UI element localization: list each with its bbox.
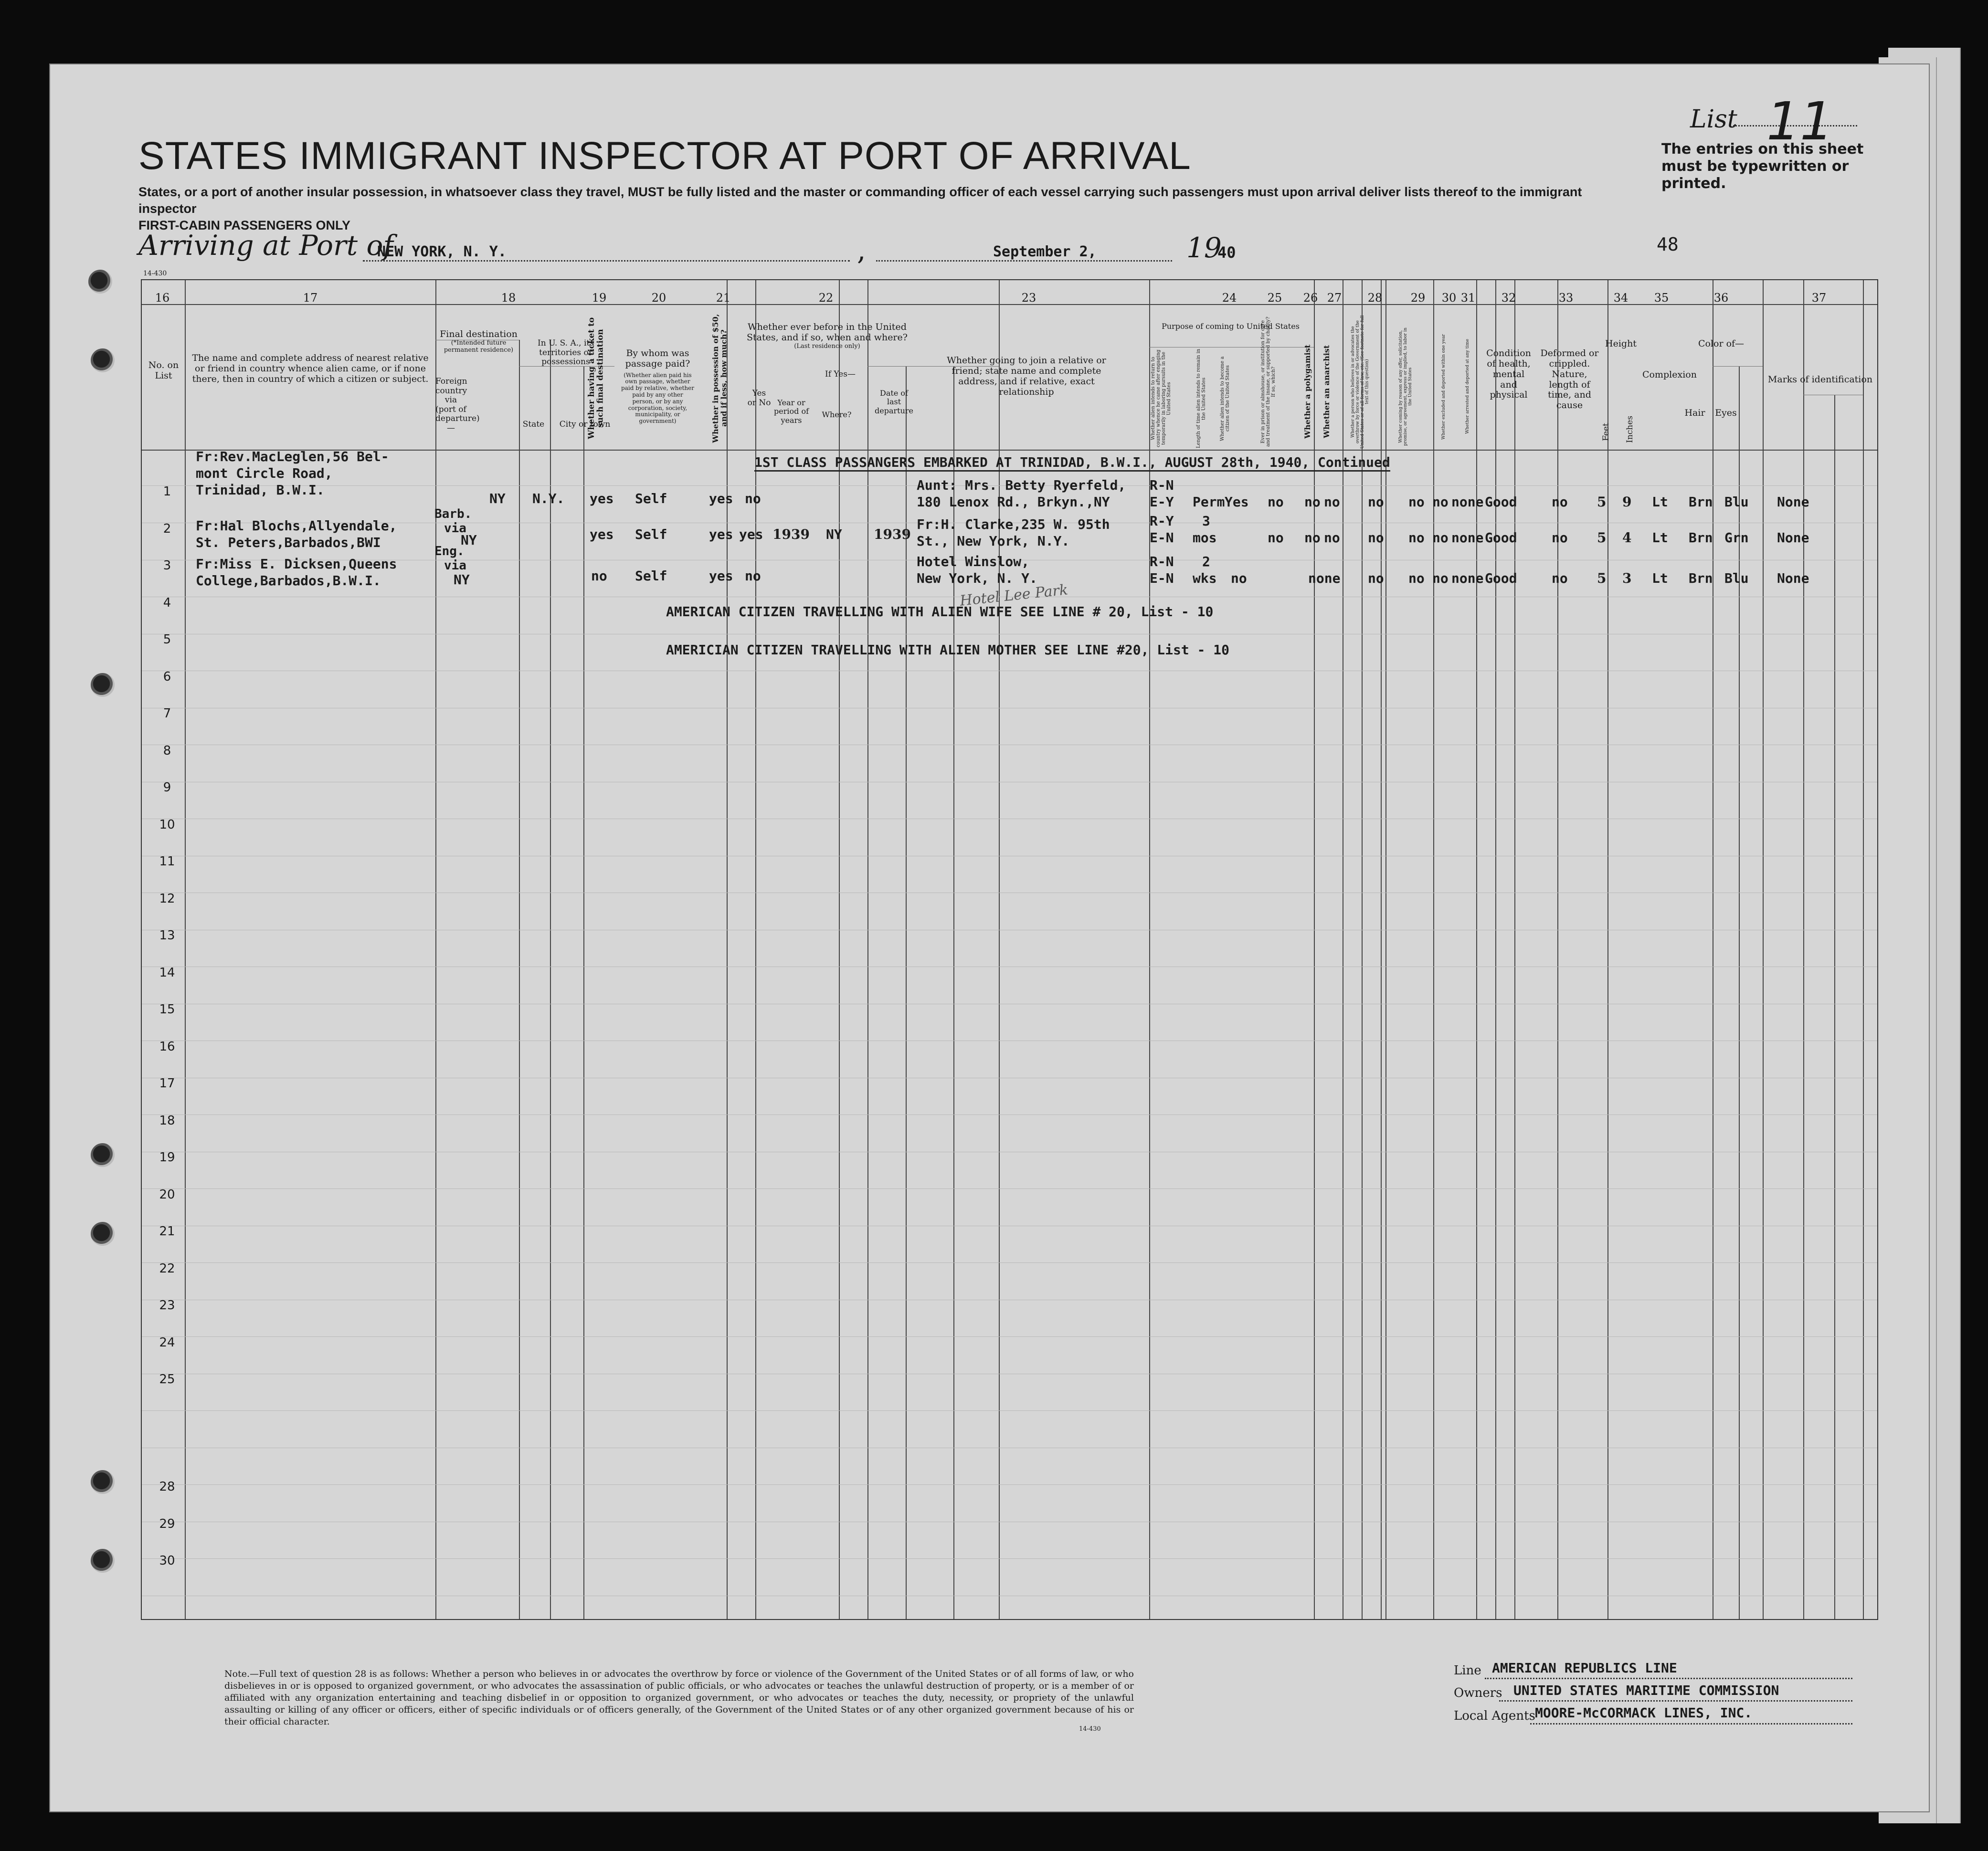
footer-agents-label: Local Agents: [1454, 1709, 1535, 1723]
record-3-foreign-1: Eng.: [434, 544, 465, 558]
col-number-35: 35: [1654, 291, 1669, 305]
col-number-28: 28: [1367, 291, 1383, 305]
col-divider: [435, 280, 436, 1619]
col-divider: [867, 280, 868, 1619]
page-title: STATES IMMIGRANT INSPECTOR AT PORT OF ARRIVAL: [138, 134, 1191, 178]
record-2-relative-line-2: St. Peters,Barbados,BWI: [196, 535, 381, 550]
col-divider: [727, 280, 728, 1619]
record-3-stay-unit: wks: [1193, 570, 1217, 586]
header-polygamist: Whether a polygamist: [1303, 344, 1312, 439]
col-divider: [1495, 280, 1496, 1619]
col-divider: [550, 340, 551, 1619]
col-number-19: 19: [592, 291, 607, 305]
record-1-stay: Perm: [1193, 494, 1225, 510]
col-number-18: 18: [501, 291, 516, 305]
binder-hole-icon: [91, 1470, 115, 1494]
record-2-join-line-1: Fr:H. Clarke,235 W. 95th: [917, 516, 1110, 532]
binder-hole-icon: [91, 1549, 115, 1573]
record-1-inches: 9: [1622, 494, 1632, 510]
header-prison: Ever in prison or almshouse, or institution for care and treatment of the insane, or supported by charity? If so, which?: [1260, 316, 1276, 447]
header-deformed: Deformed or crippled. Nature, length of time, and cause: [1540, 348, 1599, 411]
record-3-foreign-2: via: [444, 558, 466, 573]
header-city: City or town: [559, 420, 611, 429]
col-number-24: 24: [1222, 291, 1237, 305]
col-number-37: 37: [1811, 291, 1827, 305]
header-date-departure: Date of last departure: [875, 389, 913, 415]
col-divider: [1763, 280, 1764, 1619]
record-3-purpose-e: E-N: [1150, 570, 1174, 586]
row-number: 3: [163, 558, 171, 573]
record-3-q28: no: [1368, 570, 1384, 586]
record-1-join-line-2: 180 Lenox Rd., Brkyn.,NY: [917, 494, 1110, 510]
record-2-eyes: Grn: [1724, 530, 1749, 546]
record-2-prison: no: [1268, 530, 1284, 546]
row-number: 24: [159, 1336, 175, 1350]
record-2-health: Good: [1485, 530, 1517, 546]
cross-reference-2: AMERICIAN CITIZEN TRAVELLING WITH ALIEN MOTHER SEE LINE #20, List - 10: [666, 642, 1230, 658]
section-heading: 1ST CLASS PASSANGERS EMBARKED AT TRINIDAD, B.W.I., AUGUST 28th, 1940, Continued: [754, 454, 1390, 472]
header-final-destination-note: (*Intended future permanent residence): [444, 339, 514, 354]
header-yes-no: Yes or No: [747, 389, 771, 408]
row-number: 22: [159, 1262, 175, 1276]
row-number: 9: [163, 780, 171, 795]
record-1-state: NY: [489, 491, 506, 506]
record-1-relative-line-2: mont Circle Road,: [196, 465, 333, 481]
header-if-yes: If Yes—: [825, 369, 856, 379]
record-1-join-line-1: Aunt: Mrs. Betty Ryerfeld,: [917, 477, 1126, 493]
record-3-purpose-r: R-N: [1150, 554, 1174, 569]
record-1-health: Good: [1485, 494, 1517, 510]
header-anarchist: Whether an anarchist: [1322, 345, 1331, 438]
header-foreign-country: Foreign country via (port of departure)—: [435, 377, 480, 433]
col-number-32: 32: [1501, 291, 1516, 305]
record-3-complexion: Lt: [1652, 570, 1668, 586]
header-purpose-citizen: Whether alien intends to become a citizen of the United States: [1220, 356, 1230, 441]
header-inches: Inches: [1625, 416, 1635, 443]
col-number-16: 16: [155, 291, 170, 305]
record-1-citizen: Yes: [1225, 494, 1249, 510]
subtitle-line-2: FIRST-CABIN PASSENGERS ONLY: [138, 218, 351, 233]
form-code-bottom: 14-430: [1079, 1725, 1101, 1733]
record-1-money: yes: [709, 491, 733, 506]
date-value: September 2,: [993, 243, 1097, 260]
entries-note: The entries on this sheet must be typewritten or printed.: [1661, 141, 1864, 192]
header-marks: Marks of identification: [1767, 374, 1873, 385]
record-1-eyes: Blu: [1724, 494, 1749, 510]
header-passage-paid-note: (Whether alien paid his own passage, whether paid by relative, whether paid by any other person, or by any corporation, society, municipality, or government): [621, 371, 694, 425]
header-arrested: Whether arrested and deported at any time: [1465, 339, 1470, 434]
record-3-health: Good: [1485, 570, 1517, 586]
row-number: 13: [159, 928, 175, 943]
row-number: 29: [159, 1517, 175, 1531]
record-1-prison: no: [1268, 494, 1284, 510]
binder-hole-icon: [91, 673, 115, 697]
port-dotted-line: [363, 260, 850, 262]
record-1-q31: none: [1451, 494, 1484, 510]
row-number: 1: [163, 484, 171, 499]
col-divider: [185, 280, 186, 1619]
header-question-28: Whether a person who believes in or advocates the overthrow by force or violence of the Government of the United States or of all forms of law, etc. (See footnote for full text of this question): [1351, 315, 1370, 449]
col-divider: [1362, 280, 1363, 1619]
record-2-polygamist: no: [1304, 530, 1321, 546]
header-no-on-list: No. on List: [148, 360, 179, 381]
col-divider: [1607, 280, 1608, 1619]
record-1-marks: None: [1777, 494, 1809, 510]
col-divider: [1385, 280, 1386, 1619]
record-3-relative-line-2: College,Barbados,B.W.I.: [196, 573, 381, 589]
record-2-q31: none: [1451, 530, 1484, 546]
record-1-city: N.Y.: [532, 491, 565, 506]
header-purpose-length: Length of time alien intends to remain in the United States: [1196, 348, 1206, 449]
arriving-label: Arriving at Port of: [138, 229, 393, 262]
row-number: 25: [159, 1372, 175, 1387]
row-number: 20: [159, 1188, 175, 1202]
header-final-destination: [437, 329, 520, 354]
header-usa: In U. S. A., its territories or possessions: [538, 338, 594, 367]
record-3-ticket: no: [591, 568, 607, 584]
record-1-relative-line-1: Fr:Rev.MacLeglen,56 Bel-: [196, 449, 389, 464]
record-3-prison: no: [1231, 570, 1247, 586]
col-number-29: 29: [1410, 291, 1426, 305]
row-rule: [142, 1336, 1877, 1337]
header-passage-paid-title: By whom was passage paid?: [625, 348, 690, 369]
header-excluded: Whether excluded and deported within one year: [1441, 334, 1446, 440]
record-2-money: yes: [709, 526, 733, 542]
record-2-relative-line-1: Fr:Hal Blochs,Allyendale,: [196, 518, 397, 534]
header-purpose: Purpose of coming to United States: [1162, 322, 1300, 331]
record-1-purpose-e: E-Y: [1150, 494, 1174, 510]
header-feet: Feet: [1601, 423, 1611, 441]
record-3-deformed: no: [1552, 570, 1568, 586]
record-1-ticket: yes: [590, 491, 614, 506]
col-divider: [839, 280, 840, 1619]
record-3-stay-num: 2: [1202, 554, 1210, 569]
col-divider: [1739, 366, 1740, 1619]
header-ever-before-title: Whether ever before in the United States, and if so, when and where?: [747, 322, 908, 343]
header-money: Whether in possession of $50, and if less, how much?: [711, 314, 729, 443]
header-ticket: Whether having a ticket to such final destination: [587, 317, 605, 440]
separator-comma: ,: [857, 234, 866, 266]
record-3-relative-line-1: Fr:Miss E. Dicksen,Queens: [196, 556, 397, 572]
col-number-31: 31: [1460, 291, 1476, 305]
row-number: 7: [163, 706, 171, 721]
row-number: 14: [159, 966, 175, 980]
binder-hole-icon: [91, 1222, 115, 1246]
col-divider: [1476, 280, 1477, 1619]
col-divider: [1803, 280, 1804, 1619]
record-2-where: NY: [826, 526, 842, 542]
record-3-state: NY: [454, 572, 470, 588]
footer-line-dots: [1485, 1678, 1852, 1679]
record-2-stay-num: 3: [1202, 513, 1210, 529]
record-1-anarchist: no: [1324, 494, 1340, 510]
header-ever-before: [745, 322, 909, 350]
record-1-q28: no: [1368, 494, 1384, 510]
row-number: 15: [159, 1002, 175, 1017]
record-2-foreign-1: Barb.: [434, 507, 472, 521]
subheader-rule: [1713, 366, 1763, 367]
record-2-date: 1939: [874, 526, 911, 542]
record-1-q30: no: [1432, 494, 1449, 510]
row-number: 8: [163, 744, 171, 758]
header-health: Condition of health, mental and physical: [1486, 348, 1531, 400]
port-value: NEW YORK, N. Y.: [377, 243, 507, 260]
col-number-34: 34: [1613, 291, 1628, 305]
row-number: 2: [163, 522, 171, 536]
record-2-purpose-e: E-N: [1150, 530, 1174, 546]
col-divider: [1834, 395, 1835, 1619]
row-rule: [142, 1188, 1877, 1189]
header-eyes: Eyes: [1715, 408, 1737, 418]
col-number-21: 21: [716, 291, 731, 305]
header-passage-paid: [621, 348, 695, 425]
header-final-destination-title: Final destination: [440, 329, 518, 339]
header-nearest-relative: The name and complete address of nearest relative or friend in country whence alien came, or if none there, then in country of which a citizen or subject.: [192, 353, 429, 384]
record-3-money: yes: [709, 568, 733, 584]
record-1-relative-line-3: Trinidad, B.W.I.: [196, 482, 325, 498]
col-divider: [583, 366, 584, 1619]
row-number: 12: [159, 892, 175, 906]
record-2-complexion: Lt: [1652, 530, 1668, 546]
year-suffix: 40: [1217, 243, 1236, 262]
col-divider: [1557, 280, 1558, 1619]
row-number: 16: [159, 1040, 175, 1054]
binder-hole-icon: [91, 1143, 115, 1167]
header-height: Height: [1605, 338, 1637, 349]
footer-owners-dots: [1499, 1700, 1852, 1702]
col-number-25: 25: [1267, 291, 1282, 305]
record-2-before: yes: [739, 526, 763, 542]
record-3-anarchist: none: [1308, 570, 1341, 586]
footer-line-label: Line: [1454, 1663, 1481, 1678]
footer-owners-label: Owners: [1454, 1686, 1502, 1700]
page-subtitle: [138, 184, 1618, 234]
col-divider: [1433, 280, 1434, 1619]
col-number-27: 27: [1327, 291, 1342, 305]
row-rule: [142, 1558, 1877, 1559]
row-number: 11: [159, 854, 175, 869]
record-2-state: NY: [461, 532, 477, 548]
record-2-anarchist: no: [1324, 530, 1340, 546]
row-number: 21: [159, 1224, 175, 1239]
col-divider: [1863, 280, 1864, 1619]
header-rule-bottom: [142, 450, 1877, 451]
row-number: 6: [163, 670, 171, 684]
record-3-join-line-1: Hotel Winslow,: [917, 554, 1030, 569]
record-2-purpose-r: R-Y: [1150, 513, 1174, 529]
footer-owners-value: UNITED STATES MARITIME COMMISSION: [1513, 1683, 1779, 1698]
record-1-feet: 5: [1597, 494, 1607, 510]
subtitle-line-1: States, or a port of another insular possession, in whatsoever class they travel, MUST be fully listed and the master or commanding officer of each vessel carrying such passengers must upon arrival deliver lists thereof to the immigrant inspector: [138, 185, 1582, 216]
row-number: 19: [159, 1150, 175, 1165]
list-number: 11: [1766, 91, 1833, 152]
col-number-20: 20: [651, 291, 666, 305]
record-3-q30: no: [1432, 570, 1449, 586]
col-number-23: 23: [1021, 291, 1036, 305]
record-2-feet: 5: [1597, 530, 1607, 546]
header-color-of: Color of—: [1698, 338, 1745, 349]
record-1-q29: no: [1408, 494, 1425, 510]
row-number: 4: [163, 596, 171, 610]
header-offer-labor: Whether coming by reason of any offer, solicitation, promise, or agreement, express or implied, to labor in the United States: [1398, 327, 1413, 446]
footer-agents-value: MOORE-McCORMACK LINES, INC.: [1535, 1705, 1753, 1721]
record-2-hair: Brn: [1689, 530, 1713, 546]
binder-hole-icon: [91, 348, 115, 372]
row-rule: [142, 1484, 1877, 1485]
record-3-paid: Self: [635, 568, 667, 584]
header-year-period: Year or period of years: [774, 398, 809, 425]
record-3-feet: 5: [1597, 570, 1607, 586]
list-label: List: [1690, 105, 1737, 134]
row-rule: [142, 1410, 1877, 1411]
header-ever-before-note: (Last residence only): [794, 342, 860, 350]
row-number: 18: [159, 1114, 175, 1128]
col-number-17: 17: [303, 291, 318, 305]
header-state: State: [522, 420, 545, 429]
col-number-22: 22: [818, 291, 834, 305]
form-code-top: 14-430: [143, 270, 167, 277]
sheet-number: 48: [1657, 234, 1679, 255]
record-1-paid: Self: [635, 491, 667, 506]
record-1-hair: Brn: [1689, 494, 1713, 510]
date-dotted-line: [876, 260, 1172, 262]
col-number-26: 26: [1303, 291, 1318, 305]
row-number: 28: [159, 1480, 175, 1494]
row-number: 30: [159, 1554, 175, 1568]
record-2-year: 1939: [772, 526, 810, 542]
record-2-stay-unit: mos: [1193, 530, 1217, 546]
year-prefix: 19: [1186, 231, 1222, 264]
record-3-q29: no: [1408, 570, 1425, 586]
record-2-q29: no: [1408, 530, 1425, 546]
row-number: 23: [159, 1298, 175, 1313]
handwritten-note: Hotel Lee Park: [959, 581, 1069, 610]
record-2-paid: Self: [635, 526, 667, 542]
col-divider: [1314, 280, 1315, 1619]
record-2-marks: None: [1777, 530, 1809, 546]
record-2-q28: no: [1368, 530, 1384, 546]
cross-reference-1: AMERICAN CITIZEN TRAVELLING WITH ALIEN WIFE SEE LINE # 20, List - 10: [666, 604, 1214, 620]
record-3-join-line-2: New York, N. Y.: [917, 570, 1037, 586]
col-divider: [519, 340, 520, 1619]
col-divider: [906, 366, 907, 1619]
header-purpose-return: Whether alien intends to return to country whence he came after engaging temporarily in laboring pursuits in the United States: [1151, 349, 1172, 448]
record-2-foreign-2: via: [444, 521, 466, 536]
record-3-inches: 3: [1622, 570, 1632, 586]
row-rule: [142, 1262, 1877, 1263]
record-3-q31: none: [1451, 570, 1484, 586]
header-hair: Hair: [1684, 408, 1705, 418]
row-number: 17: [159, 1076, 175, 1091]
col-divider: [755, 280, 756, 1619]
header-complexion: Complexion: [1642, 369, 1697, 380]
col-number-30: 30: [1441, 291, 1457, 305]
record-2-q30: no: [1432, 530, 1449, 546]
record-1-polygamist: no: [1304, 494, 1321, 510]
record-2-inches: 4: [1622, 530, 1632, 546]
record-1-before: no: [745, 491, 761, 506]
col-number-36: 36: [1713, 291, 1729, 305]
row-number: 10: [159, 818, 175, 832]
footnote-question-28: Note.—Full text of question 28 is as follows: Whether a person who believes in or advocates the overthrow by force or violence of the Government of the United States or of all forms of law, or who disbelieves in or is opposed to organized government, or who advocates the assassination of public officials, or who advocates or teaches the unlawful destruction of property, or is a member of or affiliated with any organization entertaining and teaching disbelief in or opposition to organized government, or who advocates or teaches the duty, necessity, or propriety of the unlawful assaulting or killing of any officer or officers, either of specific individuals or of officers generally, of the Government of the United States or of any other organized government because of his or their official character.: [224, 1669, 1134, 1727]
record-2-ticket: yes: [590, 526, 614, 542]
col-divider: [1514, 280, 1515, 1619]
record-3-before: no: [745, 568, 761, 584]
col-divider: [1381, 280, 1382, 1619]
binder-hole-icon: [88, 270, 112, 294]
record-3-hair: Brn: [1689, 570, 1713, 586]
header-join-relative: Whether going to join a relative or friend; state name and complete address, and if relative, exact relationship: [947, 355, 1106, 397]
header-where: Where?: [822, 410, 852, 419]
record-2-join-line-2: St., New York, N.Y.: [917, 533, 1070, 549]
record-1-deformed: no: [1552, 494, 1568, 510]
row-number: 5: [163, 632, 171, 647]
record-2-deformed: no: [1552, 530, 1568, 546]
footer-agents-dots: [1530, 1723, 1852, 1725]
record-3-eyes: Blu: [1724, 570, 1749, 586]
record-1-purpose-r: R-N: [1150, 477, 1174, 493]
record-3-marks: None: [1777, 570, 1809, 586]
record-1-complexion: Lt: [1652, 494, 1668, 510]
col-number-33: 33: [1558, 291, 1574, 305]
footer-line-value: AMERICAN REPUBLICS LINE: [1492, 1660, 1677, 1676]
